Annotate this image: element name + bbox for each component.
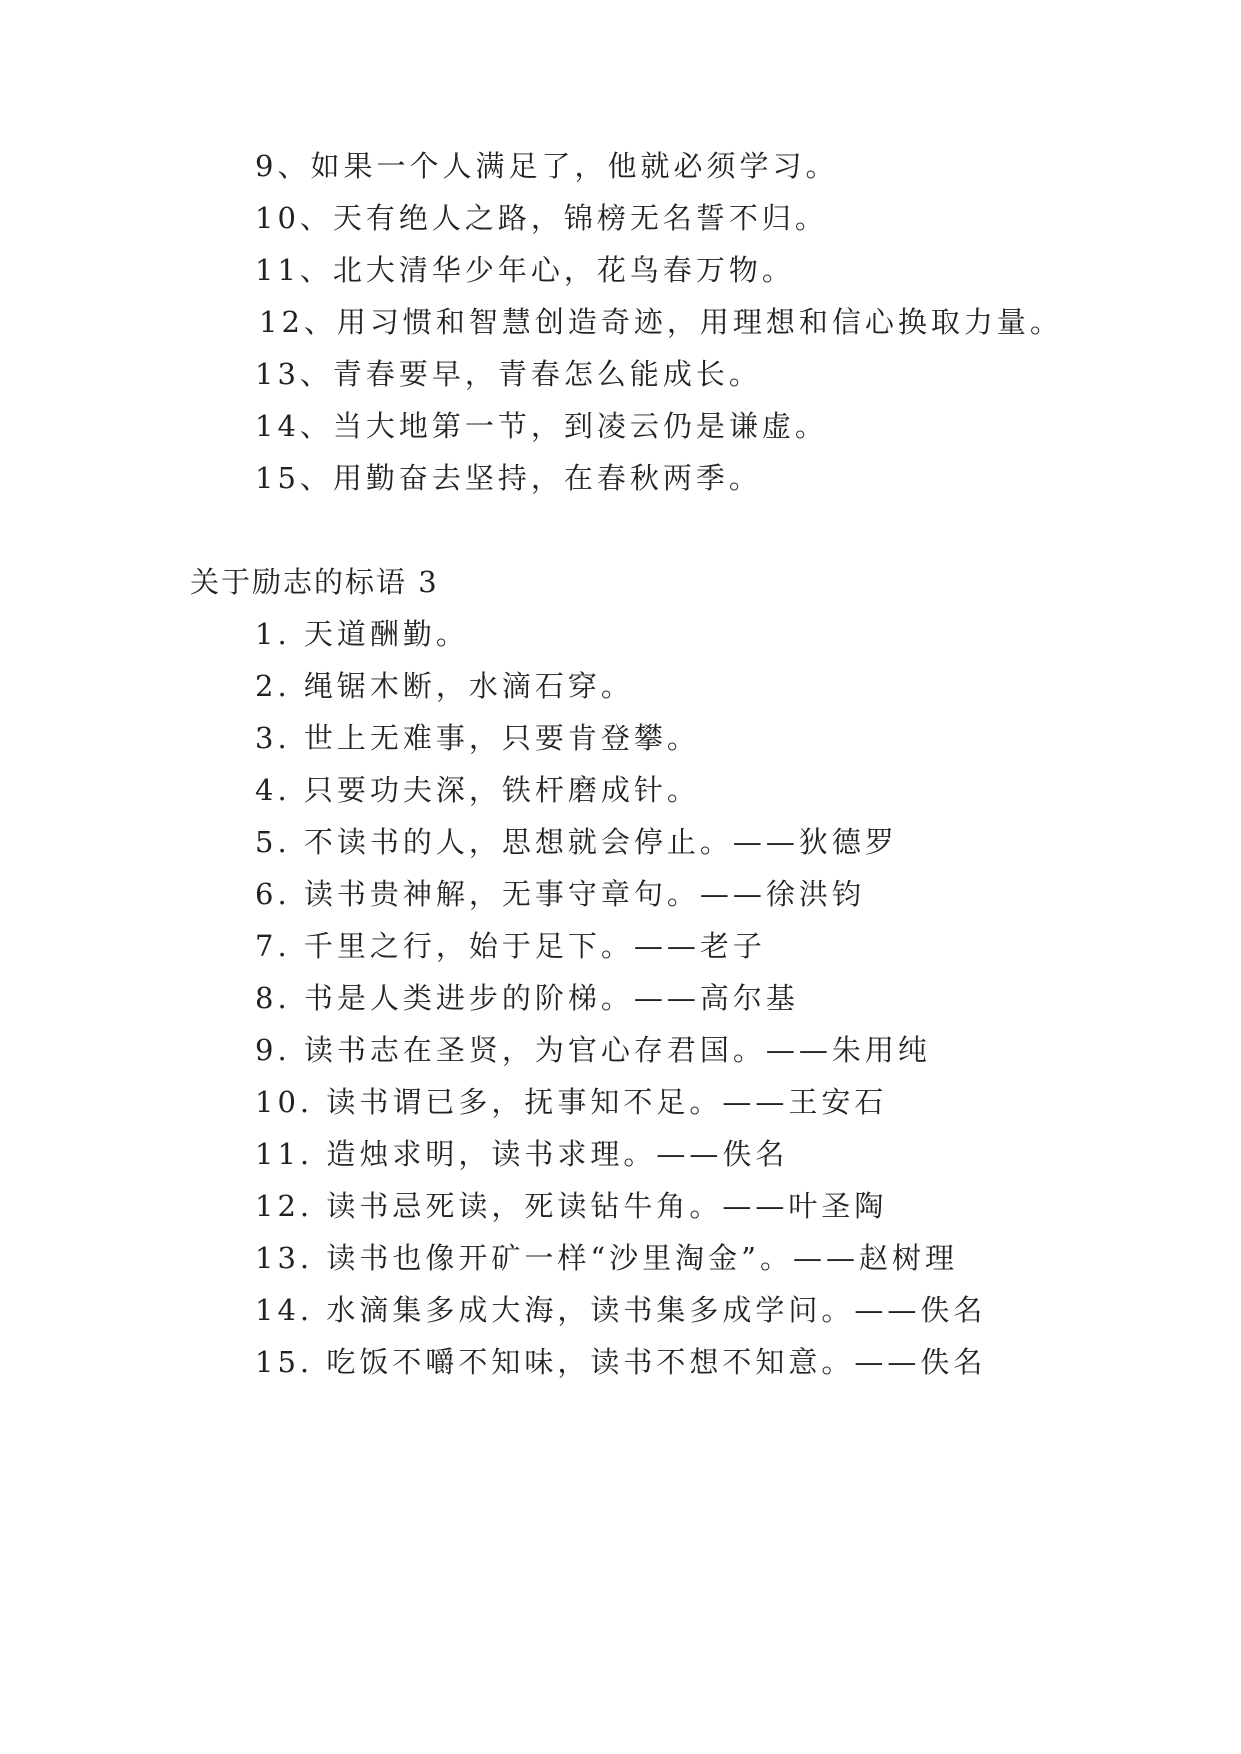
list-item: 9、如果一个人满足了，他就必须学习。 (255, 149, 839, 183)
list-item: 11、北大清华少年心，花鸟春万物。 (255, 253, 795, 287)
list-item: 9. 读书志在圣贤，为官心存君国。——朱用纯 (255, 1033, 931, 1067)
list-item: 13、青春要早，青春怎么能成长。 (255, 357, 762, 391)
list-item: 12、用习惯和智慧创造奇迹，用理想和信心换取力量。 (259, 305, 1063, 339)
list-item: 7. 千里之行，始于足下。——老子 (255, 929, 766, 963)
list-item: 14、当大地第一节，到凌云仍是谦虚。 (255, 409, 828, 443)
list-item: 11. 造烛求明，读书求理。——佚名 (255, 1137, 789, 1171)
list-item: 10、天有绝人之路，锦榜无名誓不归。 (255, 201, 828, 235)
section-title: 关于励志的标语 3 (190, 565, 439, 599)
list-item: 12. 读书忌死读，死读钻牛角。——叶圣陶 (255, 1189, 888, 1223)
list-item: 10. 读书谓已多，抚事知不足。——王安石 (255, 1085, 888, 1119)
list-item: 13. 读书也像开矿一样“沙里淘金”。——赵树理 (255, 1241, 958, 1275)
list-item: 3. 世上无难事，只要肯登攀。 (255, 721, 700, 755)
list-item: 4. 只要功夫深，铁杆磨成针。 (255, 773, 700, 807)
list-item: 15. 吃饭不嚼不知味，读书不想不知意。——佚名 (255, 1345, 987, 1379)
list-item: 14. 水滴集多成大海，读书集多成学问。——佚名 (255, 1293, 987, 1327)
list-item: 2. 绳锯木断，水滴石穿。 (255, 669, 634, 703)
list-item: 1. 天道酬勤。 (255, 617, 469, 651)
list-item: 8. 书是人类进步的阶梯。——高尔基 (255, 981, 799, 1015)
list-item: 15、用勤奋去坚持，在春秋两季。 (255, 461, 762, 495)
list-item: 6. 读书贵神解，无事守章句。——徐洪钧 (255, 877, 865, 911)
list-item: 5. 不读书的人，思想就会停止。——狄德罗 (255, 825, 898, 859)
